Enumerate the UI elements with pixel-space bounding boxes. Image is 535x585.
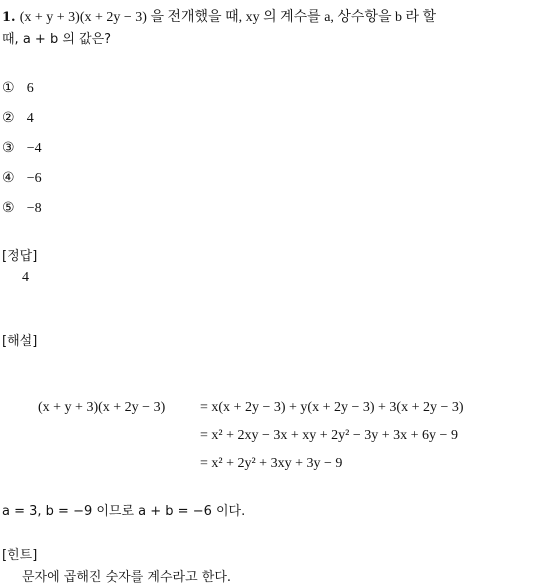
choice-5-mark: ⑤: [2, 200, 15, 216]
question-line-1: [2, 6, 436, 26]
choice-4[interactable]: [2, 170, 42, 187]
choice-3-mark: ③: [2, 140, 15, 156]
hint-label: [힌트]: [2, 548, 38, 563]
equation-3-rhs: = x² + 2y² + 3xy + 3y − 9: [200, 456, 343, 471]
question-text-2: 때, a + b 의 값은?: [2, 32, 112, 47]
question-text-1: (x + y + 3)(x + 2y − 3) 을 전개했을 때, xy 의 계수를 a, 상수항을 b 라 할: [19, 10, 437, 25]
choice-2-value: 4: [26, 111, 34, 126]
choice-1-value: 6: [26, 81, 34, 96]
question-line-2: [2, 28, 111, 47]
choice-4-value: −6: [26, 171, 42, 186]
choice-5-value: −8: [26, 201, 42, 216]
equation-1-lhs: (x + y + 3)(x + 2y − 3): [38, 400, 166, 415]
question-number: 1.: [2, 10, 16, 25]
hint-text: 문자에 곱해진 숫자를 계수라고 한다.: [22, 570, 232, 585]
equation-1-rhs: = x(x + 2y − 3) + y(x + 2y − 3) + 3(x + 2y − 3): [200, 400, 464, 415]
explanation-label: [해설]: [2, 334, 38, 349]
choice-2-mark: ②: [2, 110, 15, 126]
choice-1-mark: ①: [2, 80, 15, 96]
answer-label: [정답]: [2, 249, 38, 264]
choice-4-mark: ④: [2, 170, 15, 186]
conclusion: a = 3, b = −9 이므로 a + b = −6 이다.: [2, 504, 246, 519]
choice-1[interactable]: [2, 80, 34, 97]
choice-3-value: −4: [26, 141, 42, 156]
choice-3[interactable]: [2, 140, 42, 157]
answer-value: 4: [22, 270, 29, 285]
equation-2-rhs: = x² + 2xy − 3x + xy + 2y² − 3y + 3x + 6y − 9: [200, 428, 458, 443]
choice-2[interactable]: [2, 110, 34, 127]
choice-5[interactable]: [2, 200, 42, 217]
